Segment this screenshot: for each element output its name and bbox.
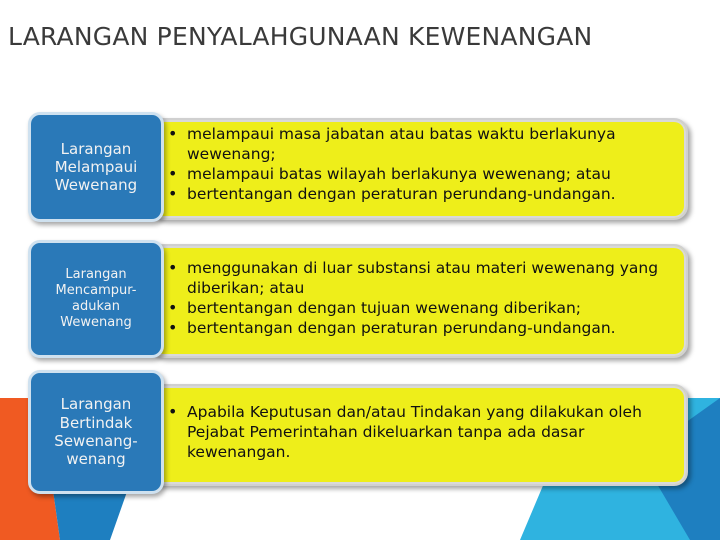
row-melampaui-wewenang <box>28 112 692 222</box>
list-item: • menggunakan di luar substansi atau materi wewenang yang diberikan; atau <box>168 258 678 298</box>
slide-title: LARANGAN PENYALAHGUNAAN KEWENANGAN <box>8 22 593 51</box>
list-item: • bertentangan dengan peraturan perundang-undangan. <box>168 184 673 204</box>
list-item: • melampaui batas wilayah berlakunya wewenang; atau <box>168 164 673 184</box>
list-item: • melampaui masa jabatan atau batas waktu berlakunya wewenang; <box>168 124 673 164</box>
list-item: • bertentangan dengan tujuan wewenang diberikan; <box>168 298 678 318</box>
list-item: • bertentangan dengan peraturan perundang-undangan. <box>168 318 678 338</box>
category-label-text: Larangan Mencampur- adukan Wewenang <box>55 267 137 330</box>
category-label <box>28 370 164 494</box>
row-mencampuradukan-wewenang <box>28 240 692 360</box>
category-label <box>28 240 164 358</box>
category-label-text: Larangan Melampaui Wewenang <box>54 139 138 195</box>
item-list <box>168 402 673 462</box>
list-item: • Apabila Keputusan dan/atau Tindakan yang dilakukan oleh Pejabat Pemerintahan dikeluarkan tanpa ada dasar kewenangan. <box>168 402 673 462</box>
item-list <box>168 258 678 338</box>
category-label-text: Larangan Bertindak Sewenang- wenang <box>54 395 138 469</box>
item-list <box>168 124 673 204</box>
row-bertindak-sewenang-wenang <box>28 370 692 496</box>
category-label <box>28 112 164 222</box>
